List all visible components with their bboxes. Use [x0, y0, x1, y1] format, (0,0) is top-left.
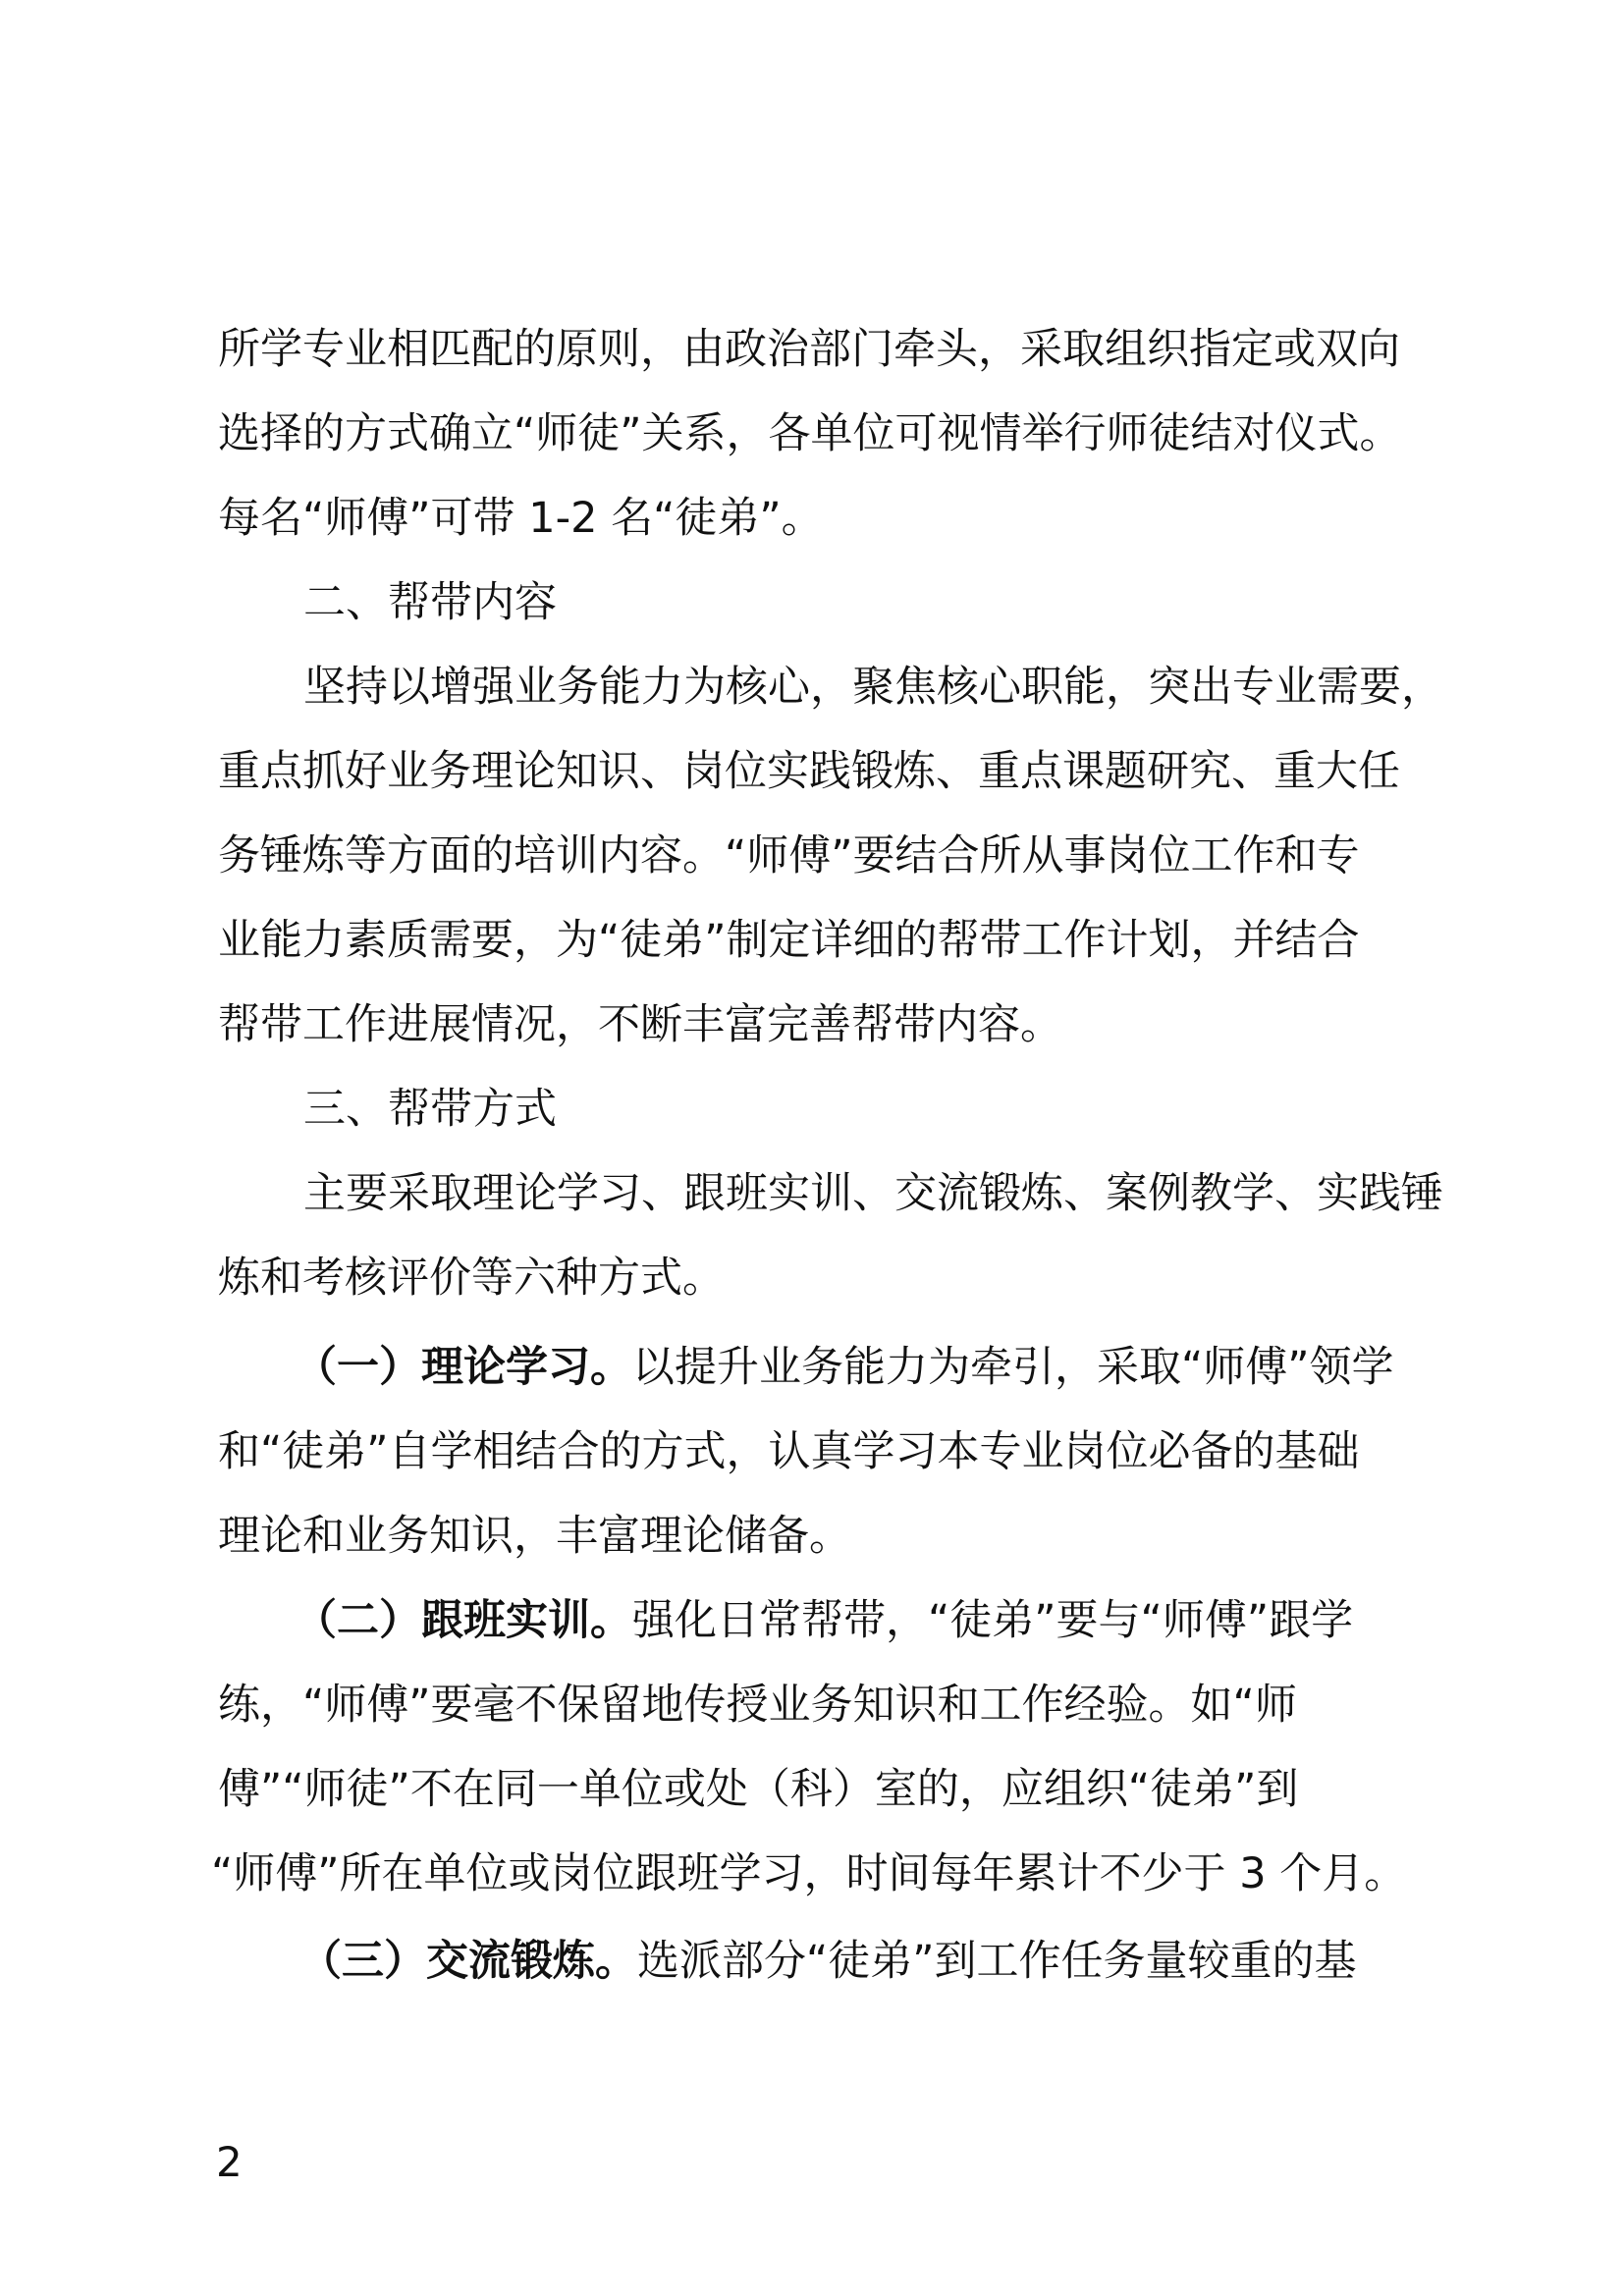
paragraph-line: 主要采取理论学习、跟班实训、交流锻炼、案例教学、实践锤 — [303, 1169, 1443, 1218]
paragraph-line: 理论和业务知识，丰富理论储备。 — [218, 1512, 851, 1561]
item-label: （三）交流锻炼。 — [299, 1937, 637, 1986]
paragraph-line: 帮带工作进展情况，不断丰富完善帮带内容。 — [218, 1000, 1062, 1049]
paragraph-line: 坚持以增强业务能力为核心，聚焦核心职能，突出专业需要， — [303, 663, 1443, 712]
item-line — [299, 1919, 1527, 2003]
paragraph-line: “师傅”所在单位或岗位跟班学习，时间每年累计不少于 3 个月。 — [211, 1849, 1407, 1898]
item-line — [295, 1325, 1522, 1410]
paragraph-line: 选择的方式确立“师徒”关系，各单位可视情举行师徒结对仪式。 — [218, 409, 1402, 458]
paragraph-line: 炼和考核评价等六种方式。 — [218, 1254, 725, 1303]
section-heading: 二、帮带内容 — [303, 578, 557, 627]
paragraph-line: 傅”“师徒”不在同一单位或处（科）室的，应组织“徒弟”到 — [218, 1765, 1299, 1814]
item-label: （二）跟班实训。 — [295, 1596, 632, 1645]
item-label: （一）理论学习。 — [295, 1343, 632, 1392]
item-text: 以提升业务能力为牵引，采取“师傅”领学 — [632, 1343, 1394, 1392]
paragraph-line: 练，“师傅”要毫不保留地传授业务知识和工作经验。如“师 — [218, 1681, 1297, 1730]
paragraph-line: 业能力素质需要，为“徒弟”制定详细的帮带工作计划，并结合 — [218, 916, 1360, 965]
paragraph-line: 和“徒弟”自学相结合的方式，认真学习本专业岗位必备的基础 — [218, 1427, 1360, 1476]
paragraph-line: 务锤炼等方面的培训内容。“师傅”要结合所从事岗位工作和专 — [218, 831, 1360, 881]
item-text: 强化日常帮带，“徒弟”要与“师傅”跟学 — [632, 1596, 1354, 1645]
paragraph-line: 每名“师傅”可带 1-2 名“徒弟”。 — [218, 494, 824, 543]
item-text: 选派部分“徒弟”到工作任务量较重的基 — [637, 1937, 1357, 1986]
item-line — [295, 1578, 1522, 1663]
section-heading: 三、帮带方式 — [303, 1085, 557, 1134]
paragraph-line: 重点抓好业务理论知识、岗位实践锻炼、重点课题研究、重大任 — [218, 747, 1400, 796]
paragraph-line: 所学专业相匹配的原则，由政治部门牵头，采取组织指定或双向 — [218, 325, 1400, 374]
page-number: 2 — [216, 2138, 243, 2186]
